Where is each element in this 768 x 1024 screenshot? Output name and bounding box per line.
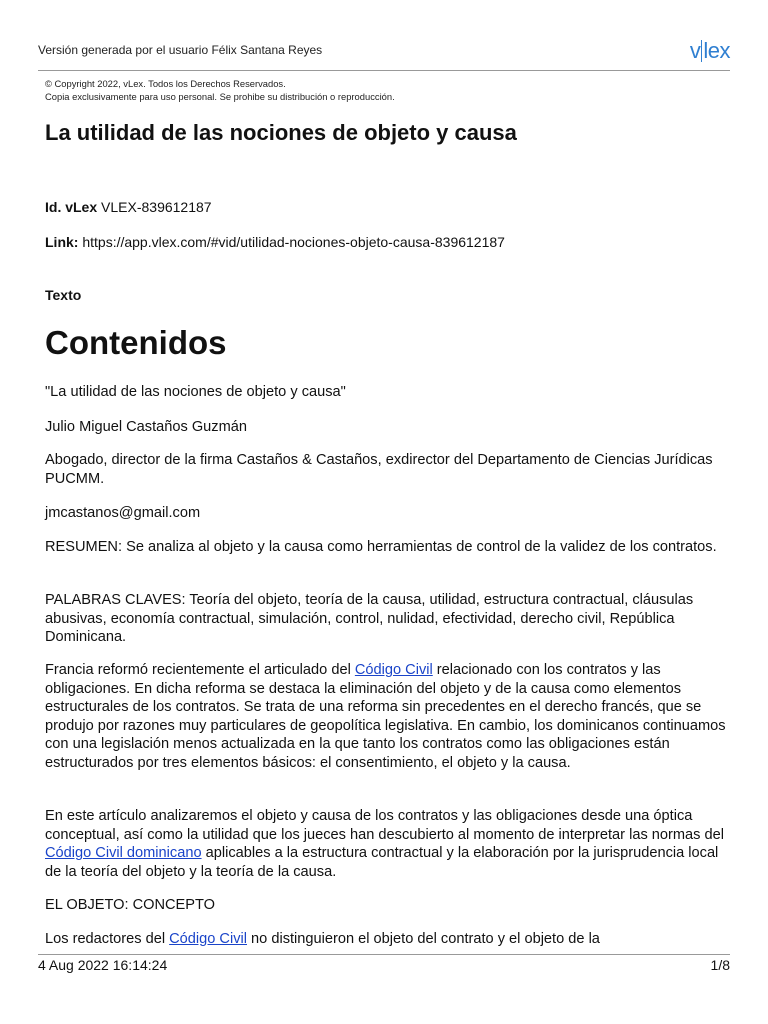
section-heading-objeto: EL OBJETO: CONCEPTO [45, 897, 216, 913]
vlex-id-row [45, 199, 212, 215]
paragraph-text: En este artículo analizaremos el objeto y causa de los contratos y las obligaciones desde una óptica conceptual, así como la utilidad que los jueces han descubierto al momento de interpretar las normas del [45, 808, 724, 843]
author-email: jmcastanos@gmail.com [45, 505, 201, 521]
paragraph-text: no distinguieron el objeto del contrato y el objeto de la [247, 931, 600, 947]
copyright-notice [45, 77, 395, 103]
document-link-row [45, 234, 505, 250]
texto-label: Texto [45, 287, 82, 303]
copyright-line-1: © Copyright 2022, vLex. Todos los Derechos Reservados. [45, 78, 286, 89]
document-link-label: Link: [45, 234, 79, 250]
paragraph-text: relacionado con los contratos y las obligaciones. En dicha reforma se destaca la eliminación del objeto y de la causa como elementos estructurales de los contratos. Se trata de una reforma sin precedentes en el derecho francés, que se produjo por razones muy particulares de geopolítica legislativa. En cambio, los dominicanos continuamos con una legislación menos actualizada en la que tanto los contratos como las obligaciones están estructurados por tres elementos básicos: el consentimiento, el objeto y la causa. [45, 662, 726, 771]
generated-by-text: Versión generada por el usuario Félix Santana Reyes [38, 43, 323, 57]
header-divider [38, 70, 730, 71]
logo-v: v [689, 38, 701, 63]
logo-lex: lex [703, 38, 730, 63]
paragraph-text: aplicables a la estructura contractual y la elaboración por la jurisprudencia local de la teoría del objeto y la teoría de la causa. [45, 845, 719, 880]
author-affiliation: Abogado, director de la firma Castaños & Castaños, exdirector del Departamento de Ciencias Jurídicas PUCMM. [45, 452, 713, 487]
footer-divider [38, 954, 730, 955]
copyright-line-2: Copia exclusivamente para uso personal. Se prohibe su distribución o reproducción. [45, 91, 395, 102]
page-header [38, 36, 730, 64]
codigo-civil-link[interactable]: Código Civil [169, 931, 247, 947]
article-quote-title: "La utilidad de las nociones de objeto y causa" [45, 384, 346, 400]
vlex-id-label: Id. vLex [45, 199, 98, 215]
paragraph-text: Francia reformó recientemente el articulado del [45, 662, 355, 678]
article-author: Julio Miguel Castaños Guzmán [45, 419, 247, 435]
abstract-paragraph: RESUMEN: Se analiza al objeto y la causa como herramientas de control de la validez de los contratos. [45, 539, 717, 555]
vlex-logo[interactable] [690, 38, 730, 64]
document-link-url[interactable]: https://app.vlex.com/#vid/utilidad-nociones-objeto-causa-839612187 [82, 234, 505, 250]
paragraph-text: Los redactores del [45, 931, 170, 947]
document-title: La utilidad de las nociones de objeto y causa [45, 120, 517, 145]
codigo-civil-link[interactable]: Código Civil [354, 662, 433, 678]
footer-timestamp: 4 Aug 2022 16:14:24 [38, 957, 168, 973]
body-paragraph-3 [45, 930, 735, 949]
body-paragraph-1 [45, 661, 735, 773]
codigo-civil-dominicano-link[interactable]: Código Civil dominicano [45, 845, 202, 862]
body-paragraph-2 [45, 807, 735, 881]
contents-heading: Contenidos [45, 324, 227, 361]
vlex-id-value: VLEX-839612187 [101, 199, 212, 215]
footer-page-number: 1/8 [710, 957, 730, 973]
keywords-paragraph: PALABRAS CLAVES: Teoría del objeto, teoría de la causa, utilidad, estructura contractual, cláusulas abusivas, economía contractual, simulación, control, nulidad, efectividad, derecho civil, República Dominicana. [45, 592, 694, 646]
